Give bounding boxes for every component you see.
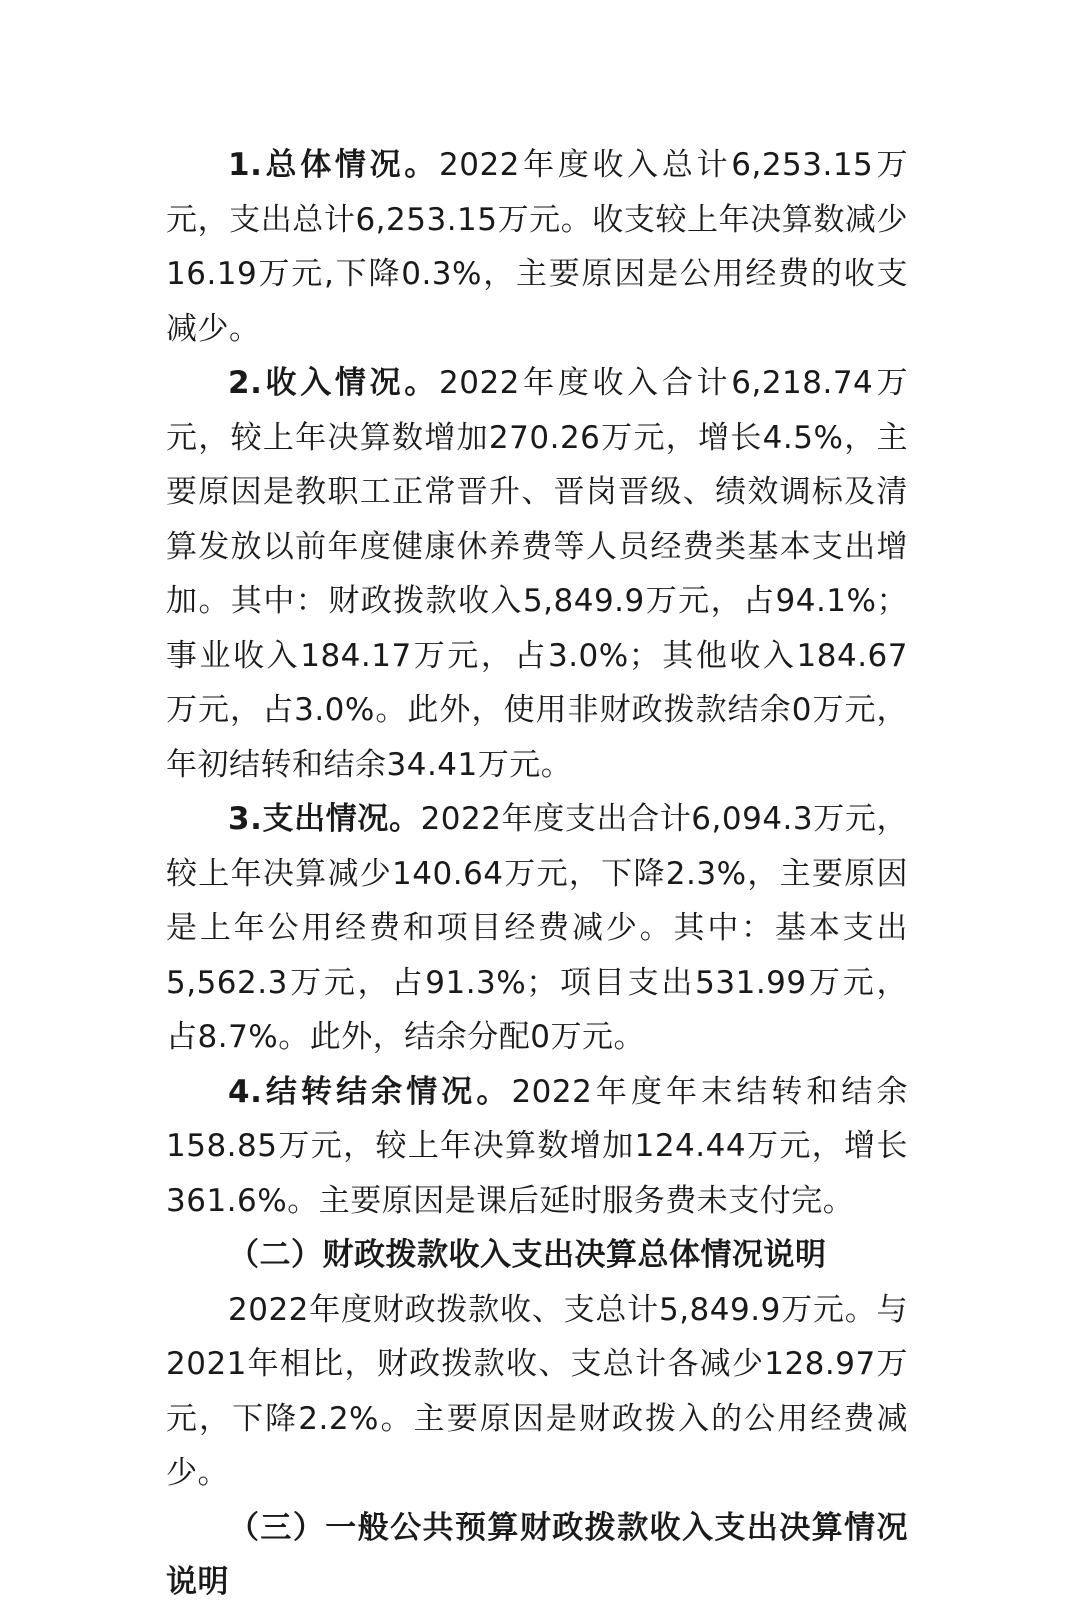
paragraph-lead: 4.结转结余情况。	[228, 1073, 512, 1110]
paragraph-lead: 1.总体情况。	[228, 147, 439, 183]
paragraph-lead: 3.支出情况。	[228, 801, 421, 837]
paragraph-body: 2022年度年末结转和结余158.85万元，较上年决算数增加124.44万元，增长361.6%。主要原因是课后延时服务费未支付完。	[166, 1073, 908, 1219]
paragraph-fiscal-appropriation: 2022年度财政拨款收、支总计5,849.9万元。与2021年相比，财政拨款收、支总计各减少128.97万元，下降2.2%。主要原因是财政拨入的公用经费减少。	[166, 1291, 908, 1491]
paragraph-lead: 2.收入情况。	[228, 365, 439, 401]
paragraph-body: 2022年度支出合计6,094.3万元，较上年决算减少140.64万元，下降2.3%，主要原因是上年公用经费和项目经费减少。其中：基本支出5,562.3万元，占91.3%；项目支出531.99万元，占8.7%。此外，结余分配0万元。	[166, 801, 908, 1055]
paragraph-carryover	[166, 1065, 908, 1229]
paragraph-expenditure	[166, 792, 908, 1065]
document-page	[166, 138, 908, 1610]
paragraph-body: 2022年度收入合计6,218.74万元，较上年决算数增加270.26万元，增长4.5%，主要原因是教职工正常晋升、晋岗晋级、绩效调标及清算发放以前年度健康休养费等人员经费类基本支出增加。其中：财政拨款收入5,849.9万元，占94.1%；事业收入184.17万元，占3.0%；其他收入184.67万元，占3.0%。此外，使用非财政拨款结余0万元，年初结转和结余34.41万元。	[166, 365, 908, 783]
paragraph-income	[166, 356, 908, 792]
section-heading-fiscal-appropriation: （二）财政拨款收入支出决算总体情况说明	[228, 1237, 827, 1273]
paragraph-overall	[166, 138, 908, 356]
section-heading-general-budget: （三）一般公共预算财政拨款收入支出决算情况说明	[166, 1509, 908, 1600]
paragraph-body: 2022年度收入总计6,253.15万元，支出总计6,253.15万元。收支较上年决算数减少16.19万元,下降0.3%，主要原因是公用经费的收支减少。	[166, 147, 908, 347]
